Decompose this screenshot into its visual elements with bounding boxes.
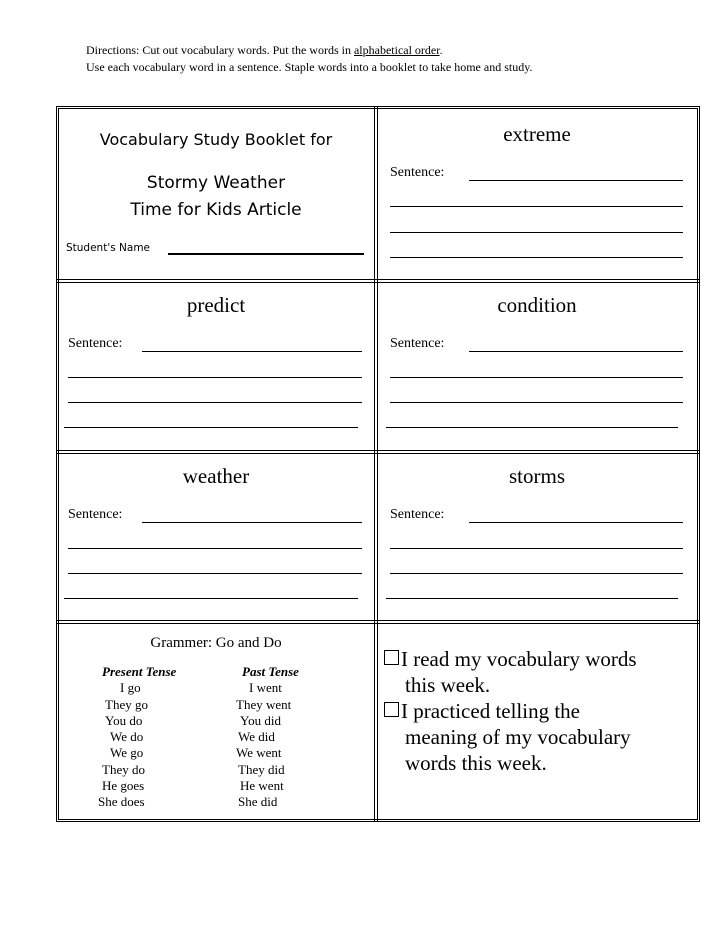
present-tense-header: Present Tense xyxy=(102,664,177,679)
writing-line xyxy=(390,377,683,378)
grammar-entry: He goes xyxy=(102,778,145,794)
writing-line xyxy=(469,522,683,523)
writing-line xyxy=(390,573,683,574)
sentence-label: Sentence: xyxy=(390,507,445,522)
writing-line xyxy=(386,598,678,599)
checklist xyxy=(384,646,684,776)
directions xyxy=(86,42,532,76)
checkbox-icon[interactable] xyxy=(384,650,399,665)
sentence-label: Sentence: xyxy=(68,507,123,522)
grammar-entry: They go xyxy=(105,696,148,712)
writing-line xyxy=(64,427,358,428)
checkbox-icon[interactable] xyxy=(384,702,399,717)
checklist-item-practiced: I practiced telling the meaning of my vocabulary words this week. xyxy=(384,698,684,776)
past-tense-column xyxy=(236,664,299,811)
writing-line xyxy=(386,427,678,428)
vocab-word-storms: storms xyxy=(508,464,565,488)
topic-title: Stormy Weather xyxy=(146,173,286,193)
writing-line xyxy=(68,548,362,549)
writing-line xyxy=(68,402,362,403)
grammar-entry: We do xyxy=(110,729,144,745)
vocab-word-extreme: extreme xyxy=(503,122,571,146)
vocab-word-predict: predict xyxy=(186,293,246,317)
grammar-entry: I go xyxy=(120,680,141,696)
directions-line-2: Use each vocabulary word in a sentence. Staple words into a booklet to take home and study. xyxy=(86,60,533,74)
booklet-title: Vocabulary Study Booklet for xyxy=(99,130,333,149)
writing-line xyxy=(469,180,683,181)
sentence-label: Sentence: xyxy=(390,165,445,180)
grammar-entry: You did xyxy=(240,712,281,728)
grammar-entry: We go xyxy=(110,745,144,761)
student-name-label: Student's Name xyxy=(66,242,151,254)
grammar-entry: They do xyxy=(102,761,145,777)
writing-line xyxy=(469,351,683,352)
vocab-word-condition: condition xyxy=(497,293,577,317)
grammar-title: Grammer: Go and Do xyxy=(150,635,282,651)
directions-line-1: Directions: Cut out vocabulary words. Put the words in alphabetical order. xyxy=(86,43,443,57)
topic-subtitle: Time for Kids Article xyxy=(130,200,302,220)
grammar-entry: She does xyxy=(98,794,145,810)
grammar-entry: We went xyxy=(236,745,282,761)
writing-line xyxy=(142,351,362,352)
grammar-entry: We did xyxy=(238,729,275,745)
writing-line xyxy=(390,232,683,233)
student-name-line xyxy=(168,253,364,255)
writing-line xyxy=(68,573,362,574)
grid-divider-row-1 xyxy=(56,279,700,283)
grammar-entry: She did xyxy=(238,794,278,810)
writing-line xyxy=(64,598,358,599)
past-tense-header: Past Tense xyxy=(242,664,299,679)
vocab-word-weather: weather xyxy=(182,464,250,488)
grammar-entry: They went xyxy=(236,696,292,712)
grid-divider-row-3 xyxy=(56,620,700,624)
writing-line xyxy=(142,522,362,523)
checklist-item-read: I read my vocabulary words this week. xyxy=(384,646,684,698)
writing-line xyxy=(68,377,362,378)
writing-line xyxy=(390,402,683,403)
sentence-label: Sentence: xyxy=(390,336,445,351)
sentence-label: Sentence: xyxy=(68,336,123,351)
writing-line xyxy=(390,206,683,207)
writing-line xyxy=(390,257,683,258)
grammar-entry: They did xyxy=(238,761,285,777)
alphabetical-order-text: alphabetical order xyxy=(353,43,440,57)
writing-line xyxy=(390,548,683,549)
grammar-entry: You do xyxy=(105,712,143,728)
grammar-entry: I went xyxy=(249,680,282,696)
grid-divider-row-2 xyxy=(56,450,700,454)
present-tense-column xyxy=(98,664,177,811)
grammar-entry: He went xyxy=(240,778,284,794)
